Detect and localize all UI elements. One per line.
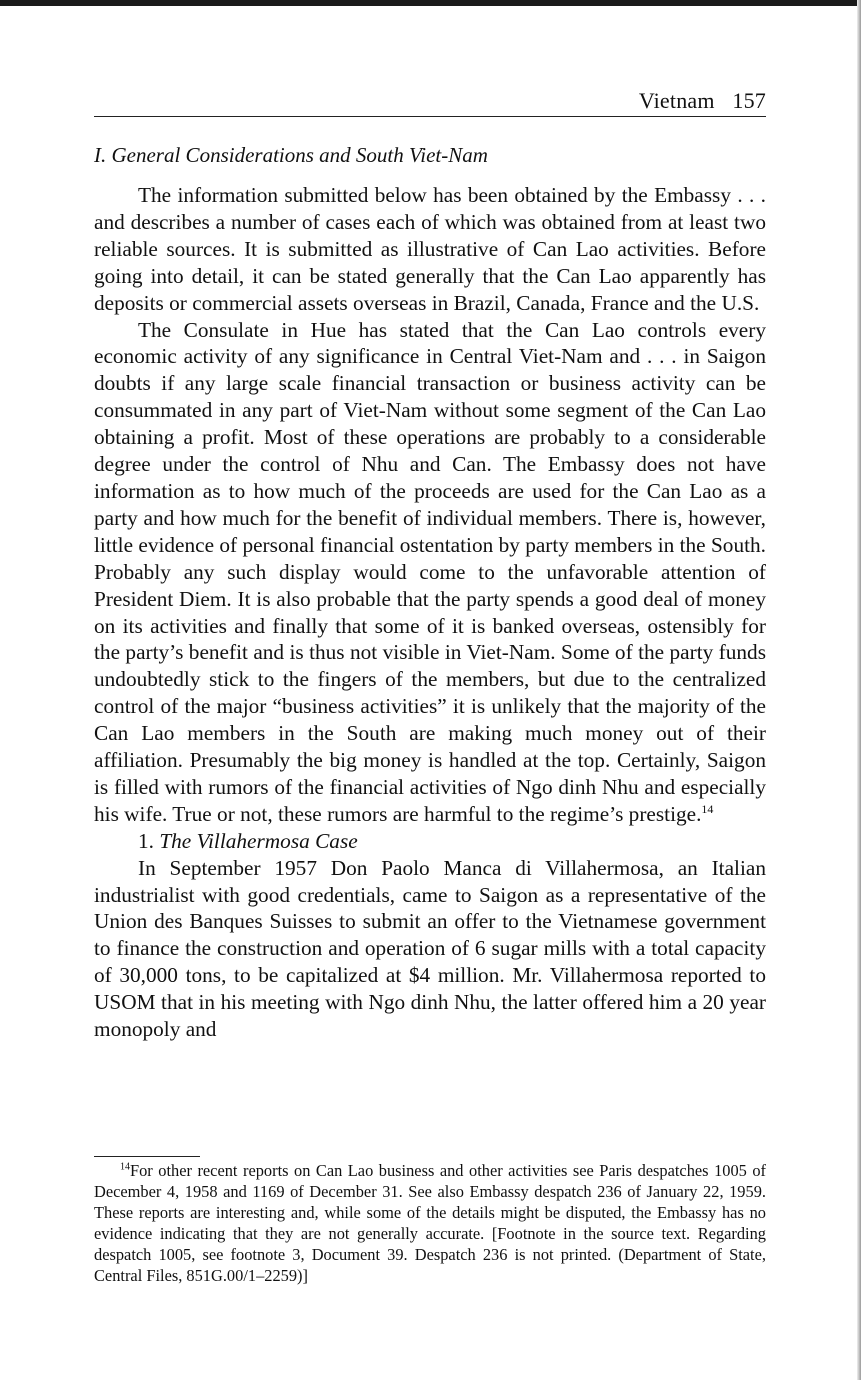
page-right-edge xyxy=(857,0,861,1380)
page-header xyxy=(94,88,766,117)
footnote xyxy=(94,1160,766,1287)
paragraph-3: In September 1957 Don Paolo Manca di Villahermosa, an Italian industrialist with good credentials, came to Saigon as a representative of the Union des Banques Suisses to submit an offer to the Vietnamese government to finance the construction and operation of 6 sugar mills with a total capacity of 30,000 tons, to be capitalized at $4 million. Mr. Villahermosa reported to USOM that in his meeting with Ngo dinh Nhu, the latter offered him a 20 year monopoly and xyxy=(94,855,766,1042)
running-title: Vietnam xyxy=(638,88,715,113)
footnote-divider xyxy=(94,1156,200,1157)
running-head xyxy=(639,88,766,114)
footnote-text: For other recent reports on Can Lao business and other activities see Paris despatches 1005 of December 4, 1958 and 1169 of December 31. See also Embassy despatch 236 of January 22, 1959. These reports are interesting and, while some of the details might be disputed, the Embassy has no evidence indicating that they are not generally accurate. [Footnote in the source text. Regarding despatch 1005, see footnote 3, Document 39. Despatch 236 is not printed. (Department of State, Central Files, 851G.00/1–2259)] xyxy=(94,1161,766,1286)
page-number: 157 xyxy=(732,88,766,113)
paragraph-2-text: The Consulate in Hue has stated that the Can Lao controls every economic activity of any significance in Central Viet-Nam and . . . in Saigon doubts if any large scale financial transaction or business activity can be consummated in any part of Viet-Nam without some segment of the Can Lao obtaining a profit. Most of these operations are probably to a considerable degree under the control of Nhu and Can. The Embassy does not have information as to how much of the proceeds are used for the Can Lao as a party and how much for the benefit of individual members. There is, however, little evidence of personal financial ostentation by party members in the South. Probably any such display would come to the unfavorable attention of President Diem. It is also probable that the party spends a good deal of money on its activities and finally that some of it is banked overseas, ostensibly for the party’s benefit and is thus not visible in Viet-Nam. Some of the party funds undoubtedly stick to the fingers of the members, but due to the centralized control of the major “business activities” it is unlikely that the majority of the Can Lao members in the South are making much money out of their affiliation. Presumably the big money is handled at the top. Certainly, Saigon is filled with rumors of the financial activities of Ngo dinh Nhu and especially his wife. True or not, these rumors are harmful to the regime’s prestige. xyxy=(94,317,766,826)
case-subheading xyxy=(94,828,766,855)
footnote-marker: 14 xyxy=(120,1161,130,1173)
body-text xyxy=(94,182,766,1043)
paragraph-2 xyxy=(94,317,766,828)
case-subheading-title: The Villahermosa Case xyxy=(159,828,358,853)
section-heading: I. General Considerations and South Viet-Nam xyxy=(94,143,488,167)
page-top-edge xyxy=(0,0,861,6)
footnote-reference: 14 xyxy=(701,801,714,816)
paragraph-1: The information submitted below has been obtained by the Embassy . . . and describes a number of cases each of which was obtained from at least two reliable sources. It is submitted as illustrative of Can Lao activities. Before going into detail, it can be stated generally that the Can Lao apparently has deposits or commercial assets overseas in Brazil, Canada, France and the U.S. xyxy=(94,183,766,315)
case-subheading-number: 1. xyxy=(138,828,154,853)
